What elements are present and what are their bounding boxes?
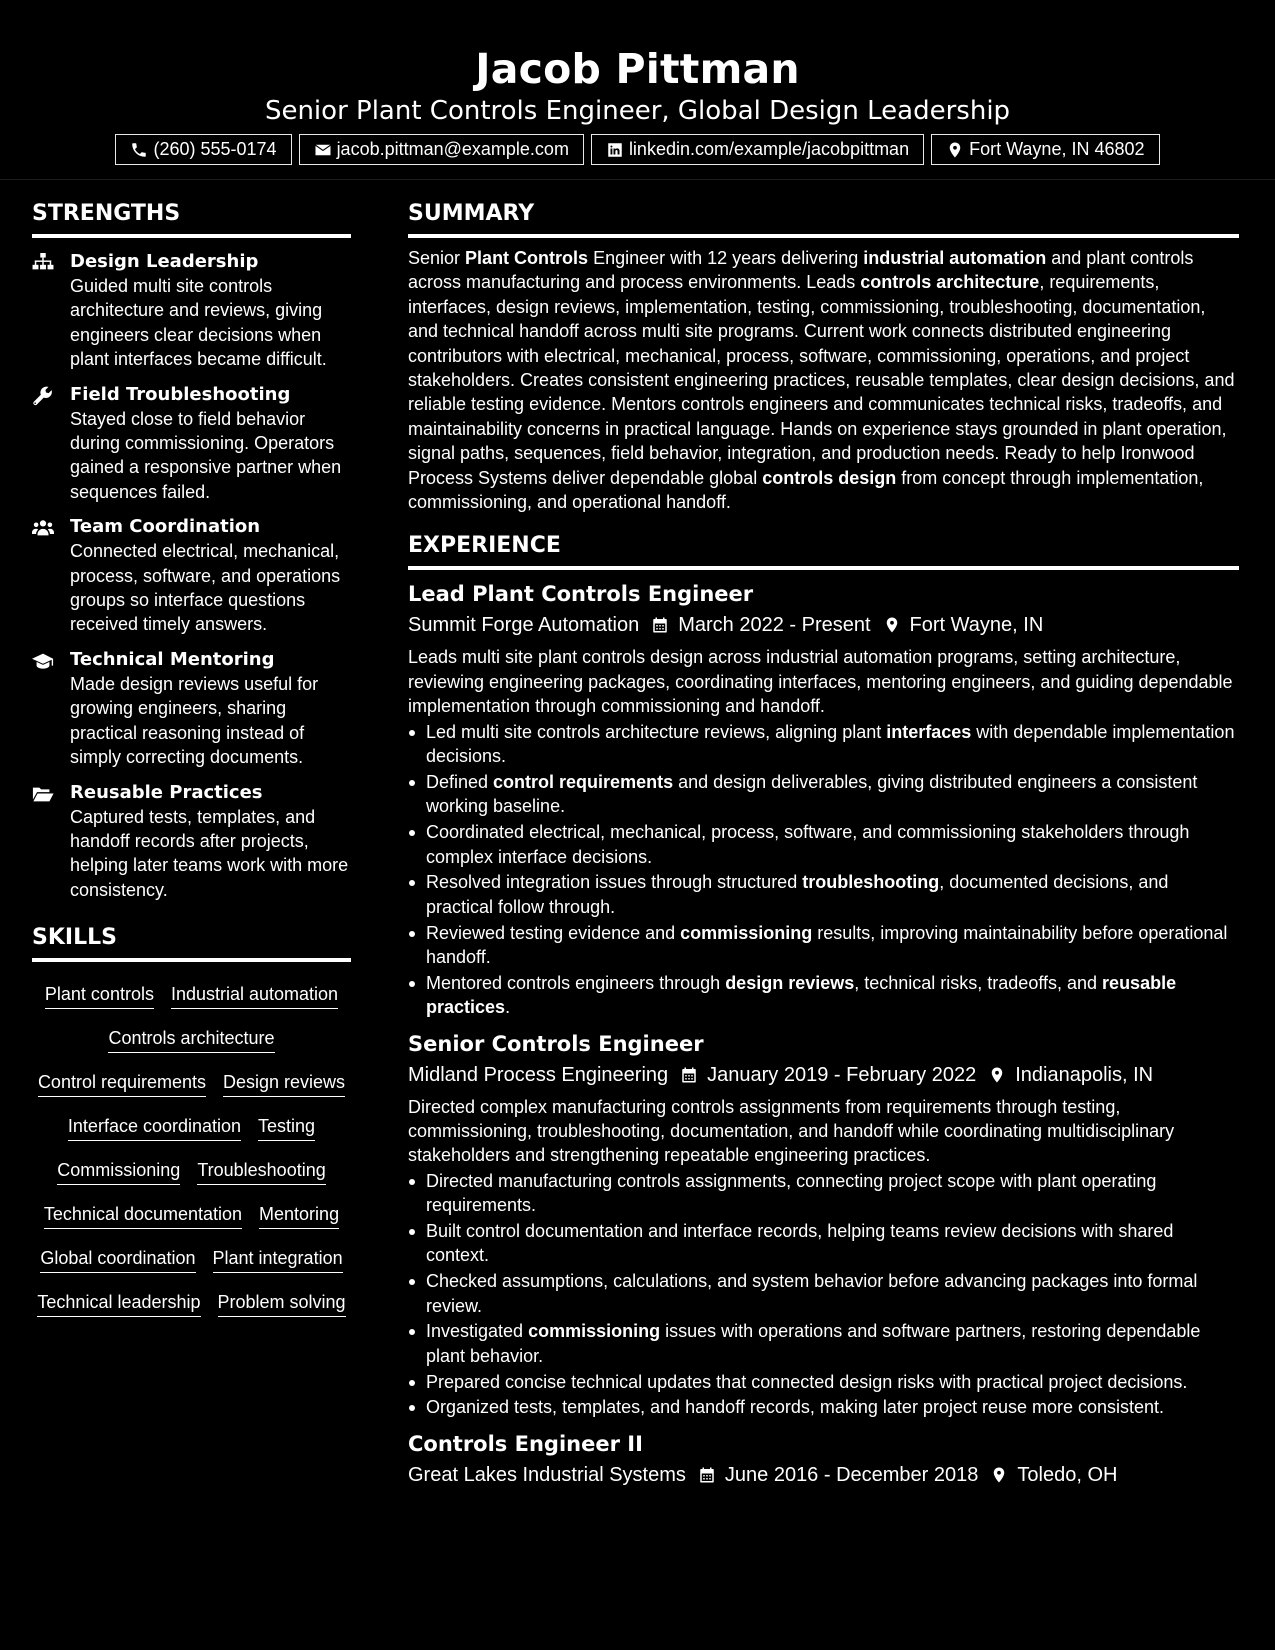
job-meta bbox=[408, 1461, 1239, 1489]
text-run: Built control documentation and interface records, helping teams review decisions with shared context. bbox=[426, 1220, 1174, 1266]
bullet-item bbox=[408, 1319, 1239, 1368]
job-dates: January 2019 - February 2022 bbox=[707, 1063, 977, 1086]
strength-desc: Guided multi site controls architecture and reviews, giving engineers clear decisions when plant interfaces became difficult. bbox=[70, 276, 327, 370]
text-run: Reviewed testing evidence and bbox=[426, 922, 681, 943]
job-bullets bbox=[408, 1169, 1239, 1420]
text-run: Directed manufacturing controls assignments, connecting project scope with plant operating requirements. bbox=[426, 1170, 1157, 1216]
text-run: Investigated bbox=[426, 1321, 529, 1342]
skill-tag: Mentoring bbox=[259, 1202, 339, 1229]
bold-keyword: interfaces bbox=[886, 721, 972, 742]
job-location: Indianapolis, IN bbox=[1015, 1063, 1154, 1086]
right-column bbox=[408, 200, 1239, 1489]
job-company: Midland Process Engineering bbox=[408, 1063, 669, 1086]
skill-tag: Technical documentation bbox=[44, 1202, 242, 1229]
skills-list bbox=[32, 982, 351, 1317]
skill-tag: Troubleshooting bbox=[197, 1158, 325, 1185]
contact-email[interactable] bbox=[299, 134, 584, 165]
skill-tag: Design reviews bbox=[223, 1070, 345, 1097]
bullet-item bbox=[408, 720, 1239, 769]
job-title: Lead Plant Controls Engineer bbox=[408, 582, 754, 607]
job-entry bbox=[408, 580, 1239, 1019]
job-title: Senior Controls Engineer bbox=[408, 1031, 704, 1056]
skill-tag: Testing bbox=[258, 1114, 315, 1141]
skill-tag: Controls architecture bbox=[108, 1026, 274, 1053]
strength-item bbox=[32, 648, 351, 770]
resume-header bbox=[0, 0, 1275, 180]
map-marker-icon bbox=[946, 141, 964, 159]
skill-tag: Plant controls bbox=[45, 982, 154, 1009]
skill-tag: Control requirements bbox=[38, 1070, 206, 1097]
map-marker-icon bbox=[988, 1065, 1006, 1085]
text-run: Prepared concise technical updates that connected design risks with practical project decisions. bbox=[426, 1371, 1188, 1392]
bold-keyword: control requirements bbox=[493, 771, 674, 792]
bold-keyword: controls design bbox=[762, 467, 897, 488]
job-meta bbox=[408, 611, 1239, 639]
text-run: , technical risks, tradeoffs, and bbox=[854, 972, 1103, 993]
job-description: Directed complex manufacturing controls assignments from requirements through testing, commissioning, troubleshooting, documentation, and handoff while coordinating multidisciplinary stakeholders and strengthening repeatable engineering practices. bbox=[408, 1096, 1175, 1166]
strength-desc: Connected electrical, mechanical, process, software, and operations groups so interface questions received timely answers. bbox=[70, 541, 341, 635]
job-description: Leads multi site plant controls design across industrial automation programs, setting architecture, reviewing engineering packages, coordinating interfaces, mentoring engineers, and guiding dependable implementation through commissioning and handoff. bbox=[408, 647, 1233, 717]
calendar-icon bbox=[698, 1465, 716, 1485]
strength-item bbox=[32, 781, 351, 903]
job-location: Fort Wayne, IN bbox=[909, 614, 1044, 637]
calendar-icon bbox=[651, 615, 669, 635]
text-run: Resolved integration issues through structured bbox=[426, 872, 803, 893]
bold-keyword: Plant Controls bbox=[465, 248, 589, 268]
experience-heading: EXPERIENCE bbox=[408, 532, 1239, 570]
text-run: issues with operations and software partners, restoring dependable plant behavior. bbox=[426, 1321, 1201, 1366]
job-title: Controls Engineer II bbox=[408, 1431, 643, 1456]
job-location: Toledo, OH bbox=[1017, 1463, 1118, 1486]
job-bullets bbox=[408, 720, 1239, 1020]
contact-linkedin[interactable] bbox=[591, 134, 924, 165]
text-run: Senior bbox=[408, 248, 466, 268]
job-entry bbox=[408, 1030, 1239, 1420]
candidate-name: Jacob Pittman bbox=[475, 45, 800, 93]
users-icon bbox=[32, 518, 54, 538]
bold-keyword: commissioning bbox=[680, 922, 813, 943]
bold-keyword: controls architecture bbox=[860, 272, 1040, 293]
job-meta bbox=[408, 1061, 1239, 1089]
text-run: Checked assumptions, calculations, and system behavior before advancing packages into formal review. bbox=[426, 1271, 1198, 1316]
text-run: and plant controls across manufacturing and process environments. Leads bbox=[408, 248, 1194, 293]
summary-text bbox=[408, 246, 1239, 514]
strength-title: Design Leadership bbox=[70, 251, 259, 272]
bullet-item bbox=[408, 1219, 1239, 1268]
bullet-item bbox=[408, 870, 1239, 919]
skill-tag: Industrial automation bbox=[171, 982, 338, 1009]
candidate-headline: Senior Plant Controls Engineer, Global Design Leadership bbox=[264, 96, 1011, 126]
job-dates: March 2022 - Present bbox=[678, 614, 871, 637]
email-text: jacob.pittman@example.com bbox=[336, 139, 569, 159]
bold-keyword: industrial automation bbox=[863, 248, 1047, 268]
strengths-heading: STRENGTHS bbox=[32, 200, 351, 238]
skills-section bbox=[32, 924, 351, 1317]
strength-desc: Made design reviews useful for growing engineers, sharing practical reasoning instead of simply correcting documents. bbox=[70, 673, 319, 768]
strengths-list bbox=[32, 250, 351, 902]
graduation-cap-icon bbox=[32, 651, 54, 671]
job-entry bbox=[408, 1430, 1239, 1489]
text-run: , documented decisions, and practical follow through. bbox=[426, 872, 1169, 917]
strength-desc: Captured tests, templates, and handoff records after projects, helping later teams work with more consistency. bbox=[70, 806, 349, 900]
bullet-item bbox=[408, 770, 1239, 819]
skill-tag: Commissioning bbox=[57, 1158, 180, 1185]
text-run: Coordinated electrical, mechanical, process, software, and commissioning stakeholders through complex interface decisions. bbox=[426, 822, 1190, 867]
bullet-item bbox=[408, 1269, 1239, 1318]
bold-keyword: design reviews bbox=[725, 972, 855, 993]
contact-location bbox=[931, 134, 1159, 165]
calendar-icon bbox=[680, 1065, 698, 1085]
bold-keyword: reusable practices bbox=[426, 972, 1177, 1018]
envelope-icon bbox=[314, 141, 332, 159]
skill-tag: Global coordination bbox=[40, 1246, 195, 1273]
location-text: Fort Wayne, IN 46802 bbox=[969, 139, 1145, 159]
skill-tag: Interface coordination bbox=[68, 1114, 241, 1141]
skill-tag: Technical leadership bbox=[37, 1290, 200, 1317]
text-run: Defined bbox=[426, 771, 494, 792]
bullet-item bbox=[408, 1395, 1239, 1419]
linkedin-icon bbox=[606, 141, 624, 159]
bold-keyword: troubleshooting bbox=[802, 872, 940, 893]
strength-title: Team Coordination bbox=[70, 516, 261, 538]
map-marker-icon bbox=[990, 1465, 1008, 1485]
skill-tag: Problem solving bbox=[218, 1290, 346, 1317]
skills-heading: SKILLS bbox=[32, 924, 351, 962]
text-run: with dependable implementation decisions. bbox=[426, 721, 1235, 767]
contact-bar bbox=[0, 134, 1275, 165]
contact-phone[interactable] bbox=[115, 134, 291, 165]
strength-title: Field Troubleshooting bbox=[70, 383, 291, 405]
bold-keyword: commissioning bbox=[528, 1321, 661, 1342]
sitemap-icon bbox=[32, 253, 54, 273]
left-column bbox=[32, 200, 351, 1317]
experience-list bbox=[408, 580, 1239, 1488]
strength-title: Technical Mentoring bbox=[70, 648, 275, 670]
linkedin-text: linkedin.com/example/jacobpittman bbox=[628, 139, 910, 159]
bullet-item bbox=[408, 1169, 1239, 1218]
phone-icon bbox=[130, 141, 148, 159]
experience-section bbox=[408, 532, 1239, 1488]
text-run: and design deliverables, giving distributed engineers a consistent working baseline. bbox=[426, 771, 1198, 817]
text-run: Led multi site controls architecture reviews, aligning plant bbox=[426, 721, 887, 742]
map-marker-icon bbox=[883, 615, 901, 635]
job-company: Summit Forge Automation bbox=[408, 614, 640, 637]
summary-heading: SUMMARY bbox=[408, 200, 1239, 238]
strength-item bbox=[32, 250, 351, 372]
job-dates: June 2016 - December 2018 bbox=[724, 1463, 979, 1486]
folder-open-icon bbox=[32, 784, 54, 804]
text-run: . bbox=[505, 997, 511, 1018]
phone-text: (260) 555-0174 bbox=[153, 139, 277, 159]
text-run: , requirements, interfaces, design reviews, implementation, testing, commissioning, troubleshooting, documentation, and technical handoff across multi site programs. Current work connects distributed engineering contributors with electrical, mechanical, process, software, commissioning, operations, and project stakeholders. Creates consistent engineering practices, reusable templates, clear design decisions, and reliable testing evidence. Mentors controls engineers and communicates technical risks, tradeoffs, and maintainability concerns in practical language. Hands on experience stays grounded in plant operation, signal paths, sequences, field behavior, integration, and production needs. Ready to help Ironwood Process Systems deliver dependable global bbox=[408, 272, 1235, 488]
bullet-item bbox=[408, 820, 1239, 869]
job-company: Great Lakes Industrial Systems bbox=[408, 1463, 686, 1486]
strength-item bbox=[32, 383, 351, 505]
text-run: from concept through implementation, commissioning, and operational handoff. bbox=[408, 467, 1204, 513]
bullet-item bbox=[408, 921, 1239, 970]
strength-desc: Stayed close to field behavior during commissioning. Operators gained a responsive partner when sequences failed. bbox=[70, 408, 342, 502]
bullet-item bbox=[408, 1370, 1239, 1394]
text-run: results, improving maintainability before operational handoff. bbox=[426, 922, 1228, 967]
text-run: Mentored controls engineers through bbox=[426, 972, 726, 993]
text-run: Engineer with 12 years delivering bbox=[588, 248, 864, 268]
strength-item bbox=[32, 515, 351, 637]
strength-title: Reusable Practices bbox=[70, 781, 263, 803]
skill-tag: Plant integration bbox=[213, 1246, 343, 1273]
wrench-icon bbox=[32, 386, 54, 406]
bullet-item bbox=[408, 971, 1239, 1020]
text-run: Organized tests, templates, and handoff records, making later project reuse more consistent. bbox=[426, 1397, 1165, 1418]
